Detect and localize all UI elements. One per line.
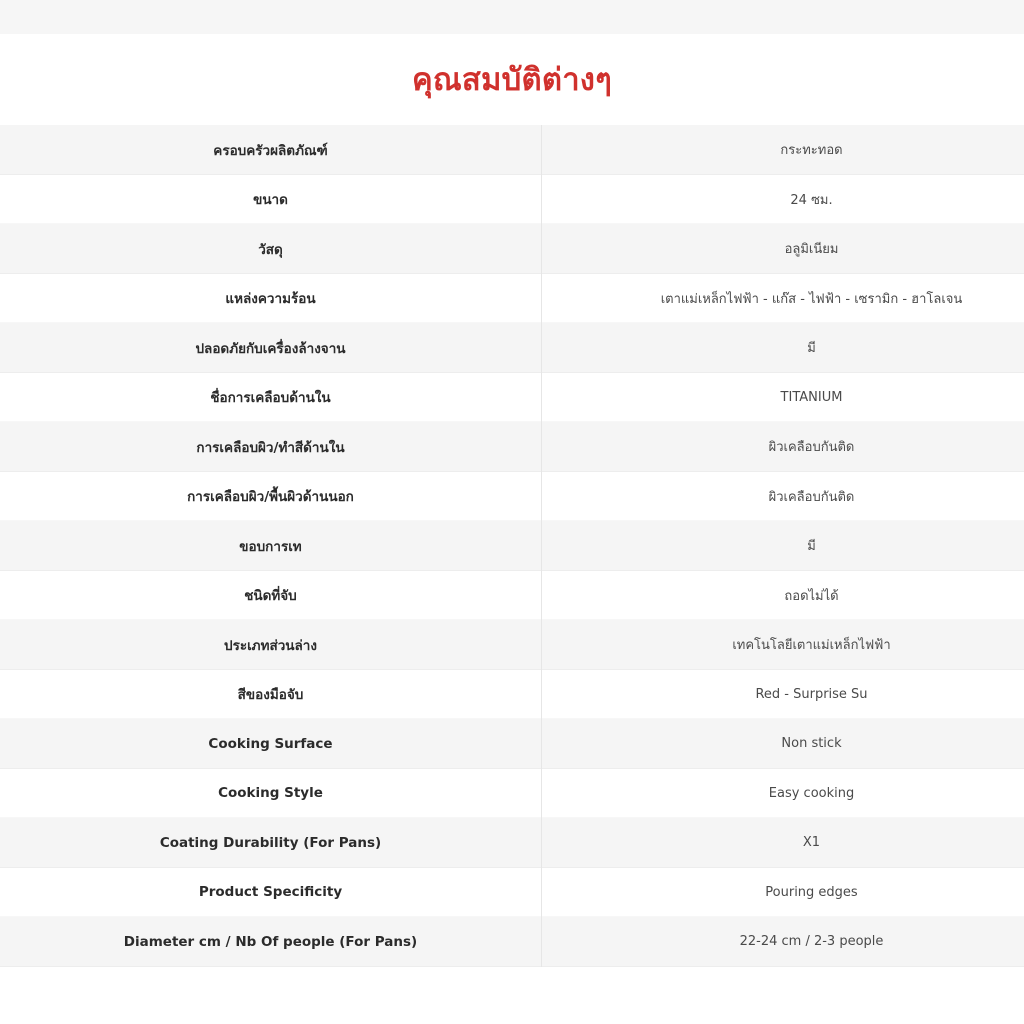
- spec-label: Cooking Surface: [0, 719, 542, 769]
- spec-value: Non stick: [542, 719, 1024, 769]
- spec-label: ขนาด: [0, 175, 542, 225]
- table-row: [0, 719, 1024, 769]
- spec-value: Pouring edges: [542, 868, 1024, 918]
- spec-label: การเคลือบผิว/ทำสีด้านใน: [0, 422, 542, 472]
- table-row: [0, 769, 1024, 819]
- spec-label: ชนิดที่จับ: [0, 571, 542, 621]
- spec-value: ผิวเคลือบกันติด: [542, 422, 1024, 472]
- table-row: [0, 323, 1024, 373]
- spec-label: ครอบครัวผลิตภัณฑ์: [0, 125, 542, 175]
- spec-label: Coating Durability (For Pans): [0, 818, 542, 868]
- table-row: [0, 175, 1024, 225]
- table-row: [0, 521, 1024, 571]
- spec-value: มี: [542, 323, 1024, 373]
- spec-value: X1: [542, 818, 1024, 868]
- table-row: [0, 868, 1024, 918]
- table-row: [0, 620, 1024, 670]
- spec-label: ปลอดภัยกับเครื่องล้างจาน: [0, 323, 542, 373]
- specification-table-body: [0, 125, 1024, 967]
- spec-label: ชื่อการเคลือบด้านใน: [0, 373, 542, 423]
- spec-label: วัสดุ: [0, 224, 542, 274]
- table-row: [0, 224, 1024, 274]
- table-row: [0, 670, 1024, 720]
- specification-table: [0, 125, 1024, 967]
- bottom-spacer: [0, 967, 1024, 1023]
- spec-label: สีของมือจับ: [0, 670, 542, 720]
- content-area: [0, 34, 1024, 1023]
- spec-value: Easy cooking: [542, 769, 1024, 819]
- spec-value: กระทะทอด: [542, 125, 1024, 175]
- spec-value: มี: [542, 521, 1024, 571]
- table-row: [0, 818, 1024, 868]
- table-row: [0, 917, 1024, 967]
- spec-label: Product Specificity: [0, 868, 542, 918]
- spec-label: Cooking Style: [0, 769, 542, 819]
- spec-value: Red - Surprise Su: [542, 670, 1024, 720]
- table-row: [0, 422, 1024, 472]
- spec-label: Diameter cm / Nb Of people (For Pans): [0, 917, 542, 967]
- page-title: คุณสมบัติต่างๆ: [412, 62, 612, 98]
- spec-value: 22-24 cm / 2-3 people: [542, 917, 1024, 967]
- table-row: [0, 274, 1024, 324]
- spec-value: อลูมิเนียม: [542, 224, 1024, 274]
- table-row: [0, 125, 1024, 175]
- spec-value: ผิวเคลือบกันติด: [542, 472, 1024, 522]
- spec-value: ถอดไม่ได้: [542, 571, 1024, 621]
- spec-label: แหล่งความร้อน: [0, 274, 542, 324]
- spec-value: เตาแม่เหล็กไฟฟ้า - แก๊ส - ไฟฟ้า - เซรามิก - ฮาโลเจน: [542, 274, 1024, 324]
- spec-label: การเคลือบผิว/พื้นผิวด้านนอก: [0, 472, 542, 522]
- spec-label: ขอบการเท: [0, 521, 542, 571]
- spec-value: เทคโนโลยีเตาแม่เหล็กไฟฟ้า: [542, 620, 1024, 670]
- spec-value: 24 ซม.: [542, 175, 1024, 225]
- table-row: [0, 571, 1024, 621]
- spec-label: ประเภทส่วนล่าง: [0, 620, 542, 670]
- spec-value: TITANIUM: [542, 373, 1024, 423]
- table-row: [0, 373, 1024, 423]
- top-strip: [0, 0, 1024, 35]
- table-row: [0, 472, 1024, 522]
